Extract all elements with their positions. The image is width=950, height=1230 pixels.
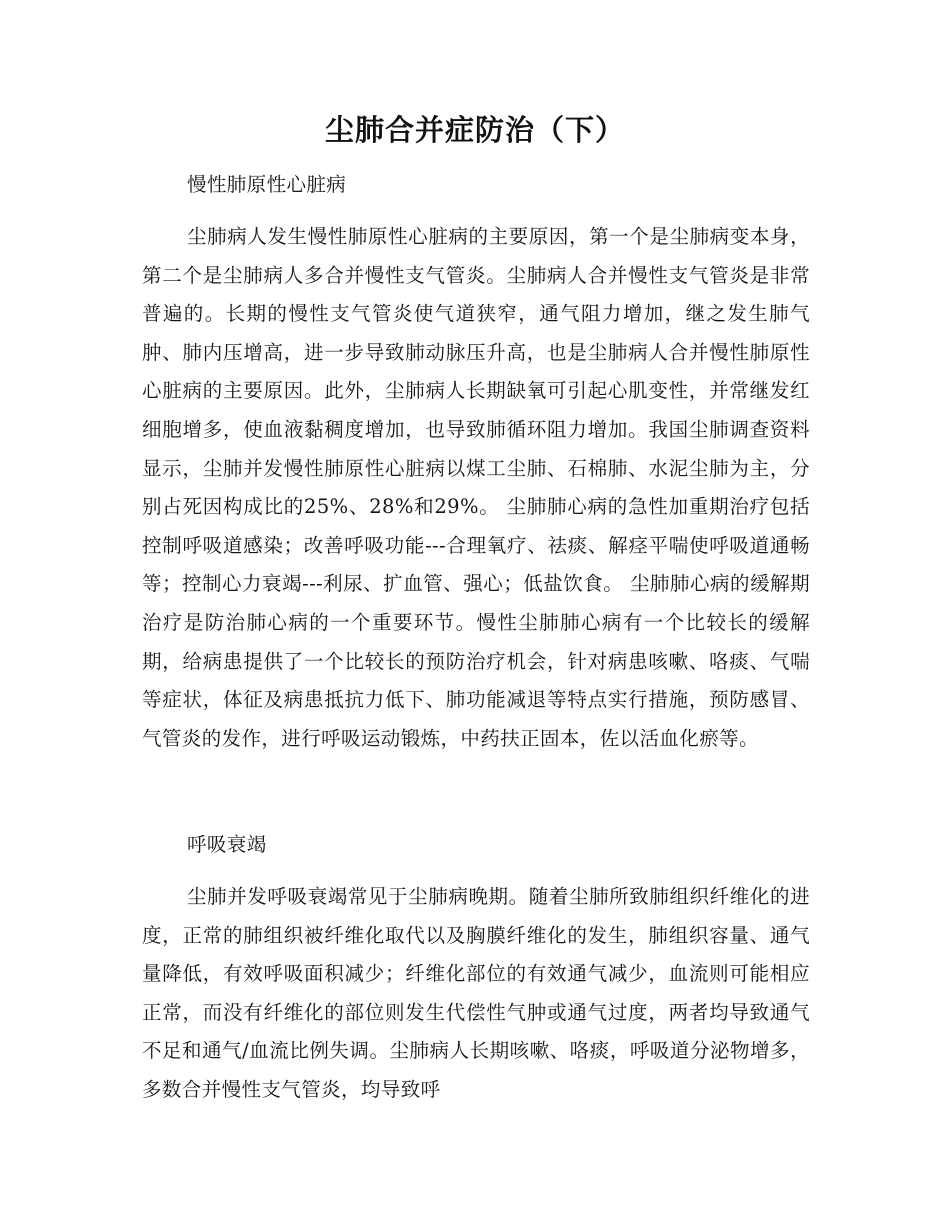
section-body-respiratory-failure: 尘肺并发呼吸衰竭常见于尘肺病晚期。随着尘肺所致肺组织纤维化的进度，正常的肺组织被纤维化取代以及胸膜纤维化的发生，肺组织容量、通气量降低，有效呼吸面积减少；纤维化部位的有效通气减少，血流则可能相应正常，而没有纤维化的部位则发生代偿性气肿或通气过度，两者均导致通气不足和通气/血流比例失调。尘肺病人长期咳嗽、咯痰，呼吸道分泌物增多，多数合并慢性支气管炎，均导致呼 (142, 885, 810, 1101)
section-body-cor-pulmonale: 尘肺病人发生慢性肺原性心脏病的主要原因，第一个是尘肺病变本身，第二个是尘肺病人多合并慢性支气管炎。尘肺病人合并慢性支气管炎是非常普遍的。长期的慢性支气管炎使气道狭窄，通气阻力增加，继之发生肺气肿、肺内压增高，进一步导致肺动脉压升高，也是尘肺病人合并慢性肺原性心脏病的主要原因。此外，尘肺病人长期缺氧可引起心肌变性，并常继发红细胞增多，使血液黏稠度增加，也导致肺循环阻力增加。我国尘肺调查资料显示，尘肺并发慢性肺原性心脏病以煤工尘肺、石棉肺、水泥尘肺为主，分别占死因构成比的25%、28%和29%。 尘肺肺心病的急性加重期治疗包括控制呼吸道感染；改善呼吸功能---合理氧疗、祛痰、解痉平喘使呼吸道通畅等；控制心力衰竭---利尿、扩血管、强心；低盐饮食。 尘肺肺心病的缓解期治疗是防治肺心病的一个重要环节。慢性尘肺肺心病有一个比较长的缓解期，给病患提供了一个比较长的预防治疗机会，针对病患咳嗽、咯痰、气喘等症状，体征及病患抵抗力低下、肺功能减退等特点实行措施，预防感冒、气管炎的发作，进行呼吸运动锻炼，中药扶正固本，佐以活血化瘀等。 (142, 225, 810, 750)
section-heading-respiratory-failure: 呼吸衰竭 (187, 833, 267, 856)
section-heading-cor-pulmonale: 慢性肺原性心脏病 (187, 173, 347, 196)
document-title: 尘肺合并症防治（下） (324, 113, 625, 147)
